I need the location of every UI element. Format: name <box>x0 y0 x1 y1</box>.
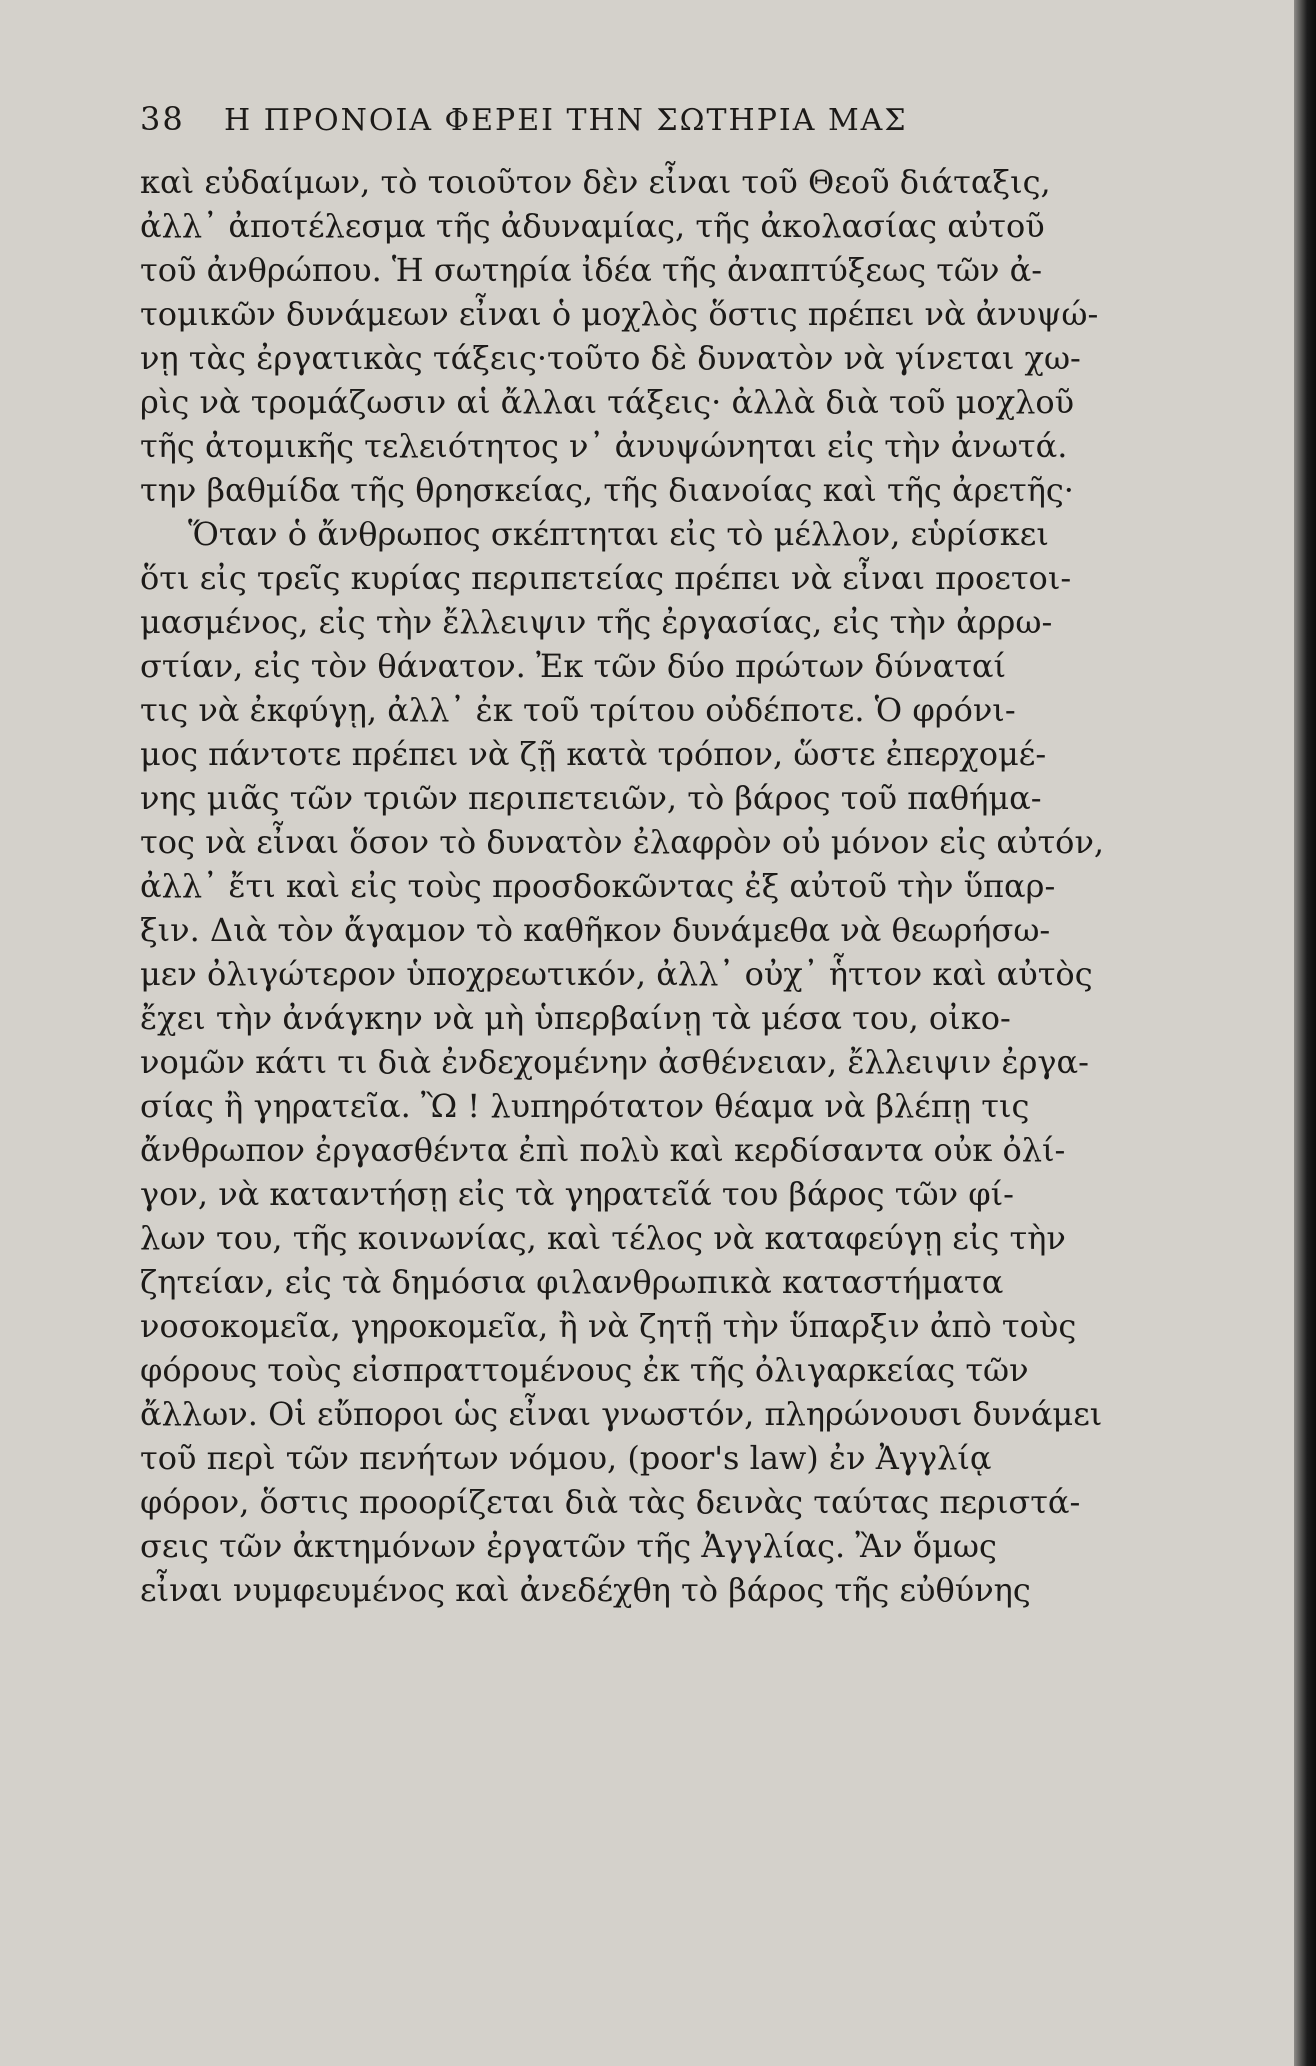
text-line: τοῦ ἀνθρώπου. Ἡ σωτηρία ἰδέα τῆς ἀναπτύξεως τῶν ἀ- <box>140 251 1043 289</box>
text-line: ἀλλ᾽ ἀποτέλεσμα τῆς ἀδυναμίας, τῆς ἀκολασίας αὐτοῦ <box>140 207 1045 245</box>
text-line: φόρον, ὅστις προορίζεται διὰ τὰς δεινὰς ταύτας περιστά- <box>140 1483 1081 1521</box>
text-line: ἔχει τὴν ἀνάγκην νὰ μὴ ὑπερβαίνῃ τὰ μέσα του, οἰκο- <box>140 999 1011 1037</box>
text-line: ἀλλ᾽ ἔτι καὶ εἰς τοὺς προσδοκῶντας ἐξ αὐτοῦ τὴν ὕπαρ- <box>140 867 1056 905</box>
book-page <box>140 100 1190 1612</box>
text-line: γον, νὰ καταντήσῃ εἰς τὰ γηρατεῖά του βάρος τῶν φί- <box>140 1175 1014 1213</box>
body-text <box>140 160 1190 1612</box>
text-line: τος νὰ εἶναι ὅσον τὸ δυνατὸν ἐλαφρὸν οὐ μόνον εἰς αὐτόν, <box>140 823 1105 861</box>
page-edge-shadow <box>1294 0 1316 2066</box>
text-line: σίας ἢ γηρατεῖα. Ὢ ! λυπηρότατον θέαμα νὰ βλέπῃ τις <box>140 1087 1030 1125</box>
text-line: ὅτι εἰς τρεῖς κυρίας περιπετείας πρέπει νὰ εἶναι προετοι- <box>140 559 1072 597</box>
text-line: ζητείαν, εἰς τὰ δημόσια φιλανθρωπικὰ καταστήματα <box>140 1263 1004 1301</box>
text-line: νῃ τὰς ἐργατικὰς τάξεις·τοῦτο δὲ δυνατὸν νὰ γίνεται χω- <box>140 339 1081 377</box>
text-line: μεν ὀλιγώτερον ὑποχρεωτικόν, ἀλλ᾽ οὐχ᾽ ἧττον καὶ αὐτὸς <box>140 955 1093 993</box>
text-line: μασμένος, εἰς τὴν ἔλλειψιν τῆς ἐργασίας, εἰς τὴν ἀρρω- <box>140 603 1053 641</box>
text-line: φόρους τοὺς εἰσπραττομένους ἐκ τῆς ὀλιγαρκείας τῶν <box>140 1351 1029 1389</box>
text-line: στίαν, εἰς τὸν θάνατον. Ἐκ τῶν δύο πρώτων δύναταί <box>140 647 1007 685</box>
text-line: την βαθμίδα τῆς θρησκείας, τῆς διανοίας καὶ τῆς ἀρετῆς· <box>140 471 1074 509</box>
running-head <box>140 100 1190 152</box>
text-line: ἄλλων. Οἱ εὔποροι ὡς εἶναι γνωστόν, πληρώνουσι δυνάμει <box>140 1395 1103 1433</box>
text-line: ἄνθρωπον ἐργασθέντα ἐπὶ πολὺ καὶ κερδίσαντα οὐκ ὀλί- <box>140 1131 1066 1169</box>
text-line: νομῶν κάτι τι διὰ ἐνδεχομένην ἀσθένειαν, ἔλλειψιν ἐργα- <box>140 1043 1089 1081</box>
text-line: καὶ εὐδαίμων, τὸ τοιοῦτον δὲν εἶναι τοῦ Θεοῦ διάταξις, <box>140 163 1051 201</box>
paragraph-start-line: Ὅταν ὁ ἄνθρωπος σκέπτηται εἰς τὸ μέλλον, εὑρίσκει <box>188 515 1049 553</box>
text-line: λων του, τῆς κοινωνίας, καὶ τέλος νὰ καταφεύγῃ εἰς τὴν <box>140 1219 1066 1257</box>
text-line: τοῦ περὶ τῶν πενήτων νόμου, (poor's law) ἐν Ἀγγλίᾳ <box>140 1439 992 1477</box>
text-line: μος πάντοτε πρέπει νὰ ζῇ κατὰ τρόπον, ὥστε ἐπερχομέ- <box>140 735 1047 773</box>
text-line: εἶναι νυμφευμένος καὶ ἀνεδέχθη τὸ βάρος τῆς εὐθύνης <box>140 1571 1031 1609</box>
text-line: τῆς ἀτομικῆς τελειότητος ν᾽ ἀνυψώνηται εἰς τὴν ἀνωτά. <box>140 427 1068 465</box>
running-head-title: Η ΠΡΟΝΟΙΑ ΦΕΡΕΙ ΤΗΝ ΣΩΤΗΡΙΑ ΜΑΣ <box>224 103 908 138</box>
text-line: τις νὰ ἐκφύγῃ, ἀλλ᾽ ἐκ τοῦ τρίτου οὐδέποτε. Ὁ φρόνι- <box>140 691 1016 729</box>
text-line: σεις τῶν ἀκτημόνων ἐργατῶν τῆς Ἀγγλίας. Ἂν ὅμως <box>140 1527 997 1565</box>
text-line: νης μιᾶς τῶν τριῶν περιπετειῶν, τὸ βάρος τοῦ παθήμα- <box>140 779 1042 817</box>
page-number: 38 <box>140 100 185 138</box>
text-line: τομικῶν δυνάμεων εἶναι ὁ μοχλὸς ὅστις πρέπει νὰ ἀνυψώ- <box>140 295 1099 333</box>
text-line: νοσοκομεῖα, γηροκομεῖα, ἢ νὰ ζητῇ τὴν ὕπαρξιν ἀπὸ τοὺς <box>140 1307 1077 1345</box>
text-line: ξιν. Διὰ τὸν ἄγαμον τὸ καθῆκον δυνάμεθα νὰ θεωρήσω- <box>140 911 1051 949</box>
text-line: ρὶς νὰ τρομάζωσιν αἱ ἄλλαι τάξεις· ἀλλὰ διὰ τοῦ μοχλοῦ <box>140 383 1075 421</box>
